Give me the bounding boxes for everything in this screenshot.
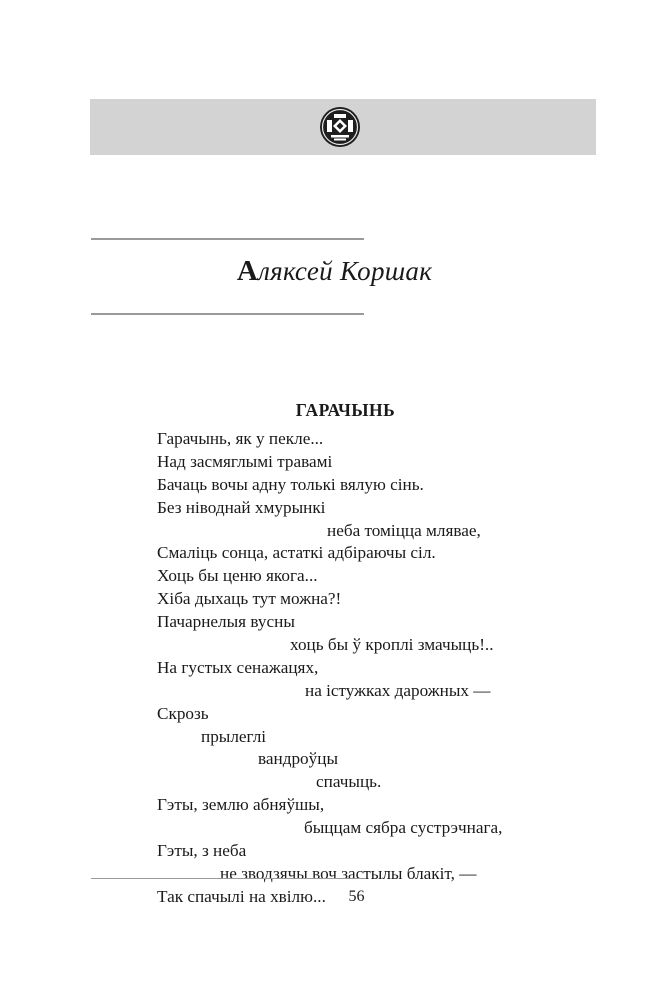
poem-line: На густых сенажацях,: [157, 657, 319, 677]
poem-line: спачыць.: [316, 772, 382, 792]
poem-line: Бачаць вочы адну толькі вялую сінь.: [157, 474, 424, 494]
poem-line: Хіба дыхаць тут можна?!: [157, 589, 342, 609]
author-name: [0, 255, 663, 288]
poem-line: не зводзячы воч застылы блакіт, —: [220, 863, 477, 883]
poem-line: прылеглі: [201, 726, 267, 746]
author-name-rest: ляксей Коршак: [258, 256, 433, 286]
poem-line: на істужках дарожных —: [305, 680, 491, 700]
poem-line: Так спачылі на хвілю...: [157, 886, 326, 906]
poem-line: Гэты, з неба: [157, 841, 247, 861]
author-initial: А: [236, 255, 259, 287]
poem-line: Скрозь: [157, 703, 209, 723]
page-number: 56: [348, 888, 365, 905]
poem-line: Над засмяглымі травамі: [157, 451, 333, 471]
poem-line: неба томіцца млявае,: [327, 520, 481, 540]
poem-line: Без ніводнай хмурынкі: [157, 497, 326, 517]
poem-line: Гарачынь, як у пекле...: [157, 429, 324, 448]
poem-line: быццам сябра сустрэчнага,: [304, 818, 503, 838]
poem-line: Пачарнелыя вусны: [157, 612, 295, 632]
poem-line: Хоць бы ценю якога...: [157, 566, 318, 586]
author-rule-bottom: [91, 313, 364, 315]
author-rule-top: [91, 238, 364, 240]
poem-line: Смаліць сонца, астаткі адбіраючы сіл.: [157, 543, 436, 563]
poem-line: Гэты, землю абняўшы,: [157, 795, 325, 815]
poem-line: вандроўцы: [258, 749, 338, 769]
poem-title: ГАРАЧЫНЬ: [295, 400, 396, 420]
poem-line: хоць бы ў кроплі змачыць!..: [290, 635, 494, 655]
poem-body: [157, 428, 577, 909]
folk-ornament-icon: [319, 106, 361, 148]
footer-rule: [91, 878, 365, 879]
